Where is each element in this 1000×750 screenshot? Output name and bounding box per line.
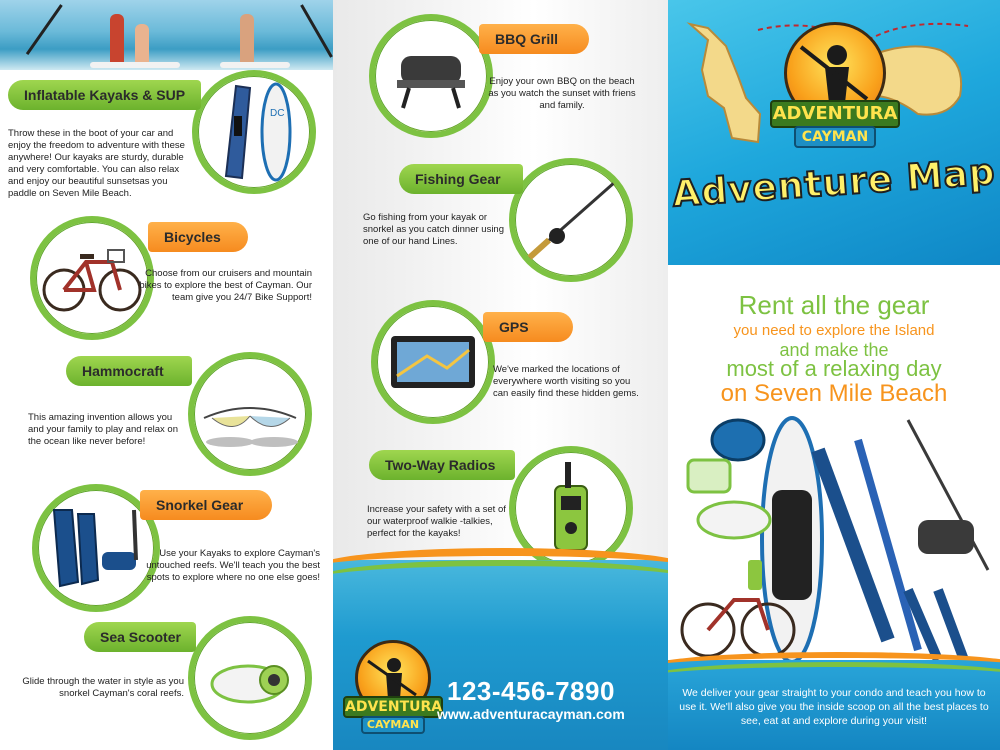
left-panel: [0, 0, 333, 750]
logo-text-adventura: ADVENTURA: [770, 100, 900, 128]
adventura-logo-large: [770, 20, 900, 150]
paddle-board: [90, 62, 180, 68]
right-panel: [668, 0, 1000, 750]
tagline-line-5: on Seven Mile Beach: [720, 380, 948, 407]
item-title: Fishing Gear: [399, 164, 523, 194]
paddle: [300, 4, 333, 57]
item-description: Increase your safety with a set of our waterproof walkie -talkies, perfect for the kayaks!: [367, 504, 506, 539]
green-wave: [333, 560, 668, 600]
item-title: Inflatable Kayaks & SUP: [8, 80, 201, 110]
snorkel-gear-image: [38, 490, 154, 606]
tagline-line-3: and make the: [779, 340, 889, 360]
logo-text-cayman: CAYMAN: [794, 126, 876, 148]
map-background: [668, 0, 1000, 265]
item-image-frame: [369, 14, 493, 138]
person-figure: [240, 14, 254, 64]
item-description: We've marked the locations of everywhere worth visiting so you can easily find these hidden gems.: [493, 364, 639, 399]
tagline-line-2: you need to explore the Island: [733, 322, 935, 339]
svg-text:DC: DC: [270, 108, 285, 119]
logo-text-adventura: ADVENTURA: [343, 696, 443, 718]
item-description: Use your Kayaks to explore Cayman's untouched reefs. We'll teach you the best spots to explore where no one else goes!: [146, 548, 320, 583]
two-way-radio-image: [515, 452, 627, 564]
paddle-board: [220, 62, 290, 68]
sea-scooter-image: [194, 622, 306, 734]
item-description: Choose from our cruisers and mountain bikes to explore the best of Cayman. Our team give you 24/7 Bike Support!: [139, 268, 312, 303]
bbq-grill-image: [375, 20, 487, 132]
beach-photo: [0, 0, 333, 70]
fishing-gear-image: [515, 164, 627, 276]
hammocraft-image: [194, 358, 306, 470]
item-image-frame: [509, 158, 633, 282]
item-image-frame: [371, 300, 495, 424]
adventure-map-title: Adventure Map: [671, 151, 997, 216]
item-title: BBQ Grill: [479, 24, 589, 54]
adventura-logo-small: [343, 636, 443, 736]
logo-text-cayman: CAYMAN: [361, 716, 425, 734]
person-figure: [110, 14, 124, 64]
middle-panel: [333, 0, 668, 750]
paddle: [26, 4, 63, 55]
item-title: Two-Way Radios: [369, 450, 515, 480]
item-description: Go fishing from your kayak or snorkel as you catch dinner using one of our hand Lines.: [363, 212, 504, 247]
item-title: Snorkel Gear: [140, 490, 272, 520]
person-figure: [135, 24, 149, 64]
item-title: Hammocraft: [66, 356, 192, 386]
item-title: GPS: [483, 312, 573, 342]
item-image-frame: [188, 352, 312, 476]
kayak-sup-image: [198, 76, 310, 188]
item-description: Enjoy your own BBQ on the beach as you watch the sunset with friens and family.: [488, 76, 636, 111]
item-description: This amazing invention allows you and your family to play and relax on the ocean like never before!: [28, 412, 178, 447]
phone-number[interactable]: 123-456-7890: [447, 676, 615, 706]
delivery-description: We deliver your gear straight to your condo and teach you how to use it. We'll also give you the inside scoop on all the best places to see, eat at and explore during your visit!: [679, 687, 989, 727]
item-description: Glide through the water in style as you snorkel Cayman's coral reefs.: [22, 676, 184, 699]
item-title: Bicycles: [148, 222, 248, 252]
item-title: Sea Scooter: [84, 622, 196, 652]
tagline-line-4: most of a relaxing day: [726, 356, 942, 381]
tagline-line-1: Rent all the gear: [738, 290, 930, 320]
item-description: Throw these in the boot of your car and enjoy the freedom to adventure with these anywhere! Our kayaks are sturdy, durable and very comfortable. You can also relax and enjoy our beautiful sunsetsas you paddle on Seven Mile Beach.: [8, 128, 185, 199]
item-image-frame: [192, 70, 316, 194]
item-image-frame: [188, 616, 312, 740]
website-url[interactable]: www.adventuracayman.com: [437, 706, 625, 722]
gps-image: [377, 306, 489, 418]
gear-collage-image: [668, 410, 1000, 680]
